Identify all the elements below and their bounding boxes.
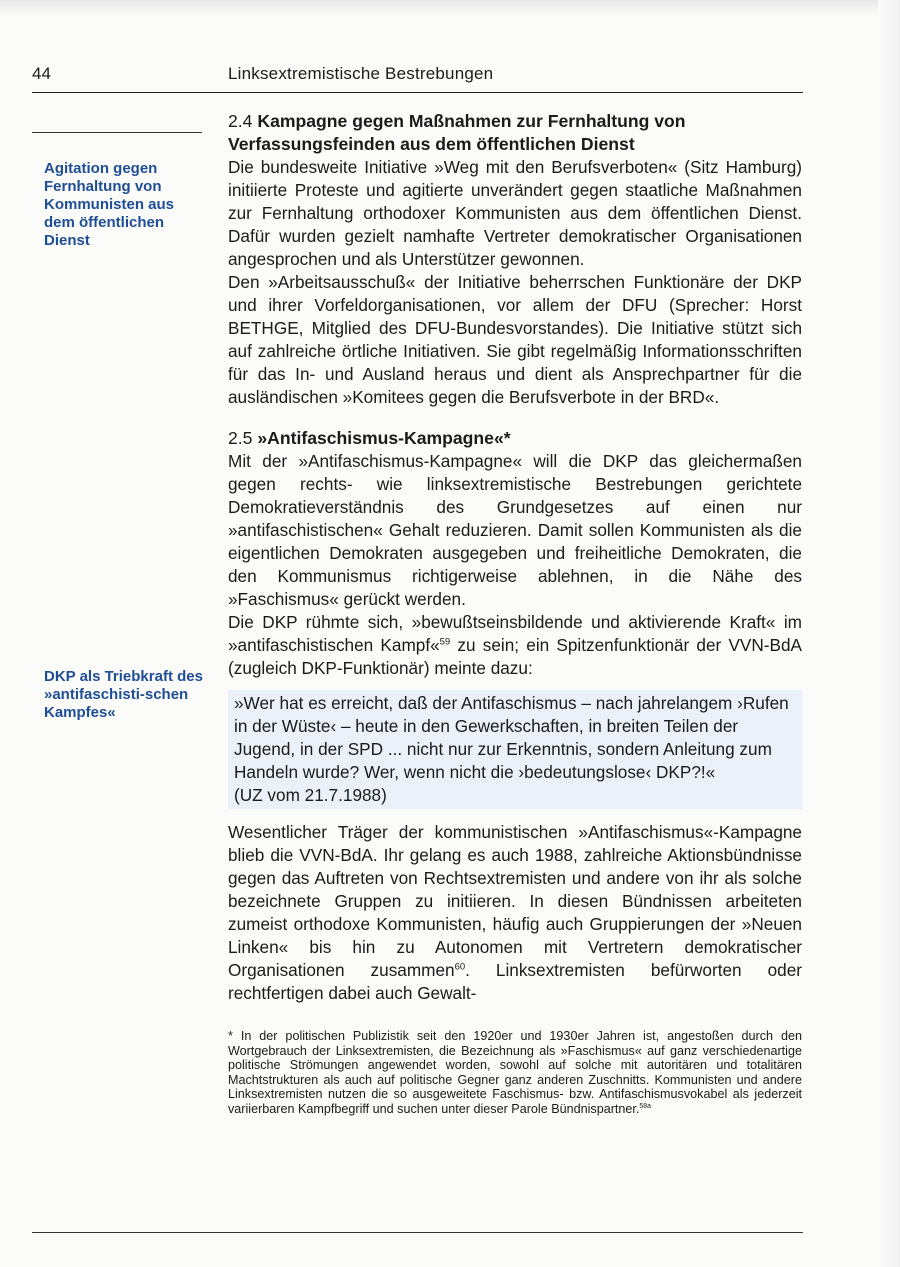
footnote-ref: 60: [454, 961, 466, 973]
paragraph: Den »Arbeitsausschuß« der Initiative beherrschen Funktionäre der DKP und ihrer Vorfeldorganisationen, vor allem der DFU (Sprecher: Horst BETHGE, Mitglied des DFU-Bundesvorstandes). Die Initiative stützt sich auf zahlreiche örtliche Initiativen. Sie gibt regelmäßig Informationsschriften für das In- und Ausland heraus und dient als Ansprechpartner für die ausländischen »Komitees gegen die Berufsverbote in der BRD«.: [228, 272, 802, 407]
sidenote-rule: [32, 132, 202, 133]
margin-note-dkp: DKP als Triebkraft des »antifaschisti-schen Kampfes«: [44, 668, 203, 721]
page-header: [32, 62, 802, 92]
quote-text: »Wer hat es erreicht, daß der Antifaschismus – nach jahrelangem ›Rufen in der Wüste‹ – heute in den Gewerkschaften, in breiten Teilen der Jugend, in der SPD ... nicht nur zur Erkenntnis, sondern Anleitung zum Handeln wurde? Wer, wenn nicht die ›bedeutungslose‹ DKP?!«: [234, 693, 789, 782]
page-number: 44: [32, 64, 51, 83]
running-title: Linksextremistische Bestrebungen: [228, 64, 494, 83]
section-title: Kampagne gegen Maßnahmen zur Fernhaltung von Verfassungsfeinden aus dem öffentlichen Dienst: [228, 111, 686, 154]
paragraph: [228, 611, 802, 680]
margin-note-agitation: Agitation gegen Fernhaltung von Kommunisten aus dem öffentlichen Dienst: [44, 160, 175, 249]
footnote-text: * In der politischen Publizistik seit den 1920er und 1930er Jahren ist, angestoßen durch den Wortgebrauch der Linksextremisten, die Bezeichnung als »Faschismus« auf ganz verschiedenartige politische Strömungen angewendet worden, sowohl auf solche mit autoritären und totalitären Machtstrukturen als auch auf politische Gegner ganz anderen Zuschnitts. Kommunisten und andere Linksextremisten nutzen die so ausgeweitete Faschismus- bzw. Antifaschismusvokabel als jederzeit variierbaren Kampfbegriff und suchen unter dieser Parole Bündnispartner.: [228, 1029, 802, 1116]
text-run: zu sein; ein Spitzenfunktionär der VVN-BdA (zugleich DKP-Funktionär) meinte dazu:: [228, 635, 803, 678]
footnote-ref: 58a: [639, 1102, 651, 1110]
section-heading-2-4: [228, 110, 802, 156]
page-edge-shadow-right: [878, 0, 900, 1267]
paragraph: Die bundesweite Initiative »Weg mit den Berufsverboten« (Sitz Hamburg) initiierte Proteste und agitierte unverändert gegen staatliche Maßnahmen zur Fernhaltung orthodoxer Kommunisten aus dem öffentlichen Dienst. Dafür wurden gezielt namhafte Vertreter demokratischer Organisationen angesprochen und als Unterstützer gewonnen.: [228, 157, 802, 269]
header-rule: [32, 92, 803, 93]
paragraph: [228, 821, 802, 1005]
paragraph: Mit der »Antifaschismus-Kampagne« will die DKP das gleichermaßen gegen rechts- wie linksextremistische Bestrebungen gerichtete Demokratieverständnis des Grundgesetzes auf einen nur »antifaschistischen« Gehalt reduzieren. Damit sollen Kommunisten als die eigentlichen Demokraten ausgegeben und freiheitliche Demokraten, die den Kommunismus richtigerweise ablehnen, in die Nähe des »Faschismus« gerückt werden.: [228, 451, 802, 609]
block-quote: [228, 690, 802, 809]
footnote-ref: 59: [439, 636, 451, 648]
section-number: 2.4: [228, 111, 253, 131]
text-run: Die DKP rühmte sich, »bewußtseinsbildende und aktivierende Kraft« im »antifaschistischen Kampf«: [228, 612, 802, 655]
quote-source: (UZ vom 21.7.1988): [234, 785, 387, 805]
section-number: 2.5: [228, 428, 253, 448]
section-title: »Antifaschismus-Kampagne«*: [257, 428, 511, 448]
footnote: [228, 1029, 802, 1117]
text-run: . Linksextremisten befürworten oder rechtfertigen dabei auch Gewalt-: [228, 960, 802, 1003]
main-text-column: [228, 110, 802, 1117]
bottom-rule: [32, 1232, 803, 1233]
page-edge-shadow: [0, 0, 900, 16]
text-run: Wesentlicher Träger der kommunistischen »Antifaschismus«-Kampagne blieb die VVN-BdA. Ihr gelang es auch 1988, zahlreiche Aktionsbündnisse gegen das Auftreten von Rechtsextremisten und andere von ihr als solche bezeichnete Gruppen zu initiieren. In diesen Bündnissen arbeiteten zumeist orthodoxe Kommunisten, häufig auch Gruppierungen der »Neuen Linken« bis hin zu Autonomen mit Vertretern demokratischer Organisationen zusammen: [228, 822, 802, 980]
section-heading-2-5: [228, 427, 802, 450]
